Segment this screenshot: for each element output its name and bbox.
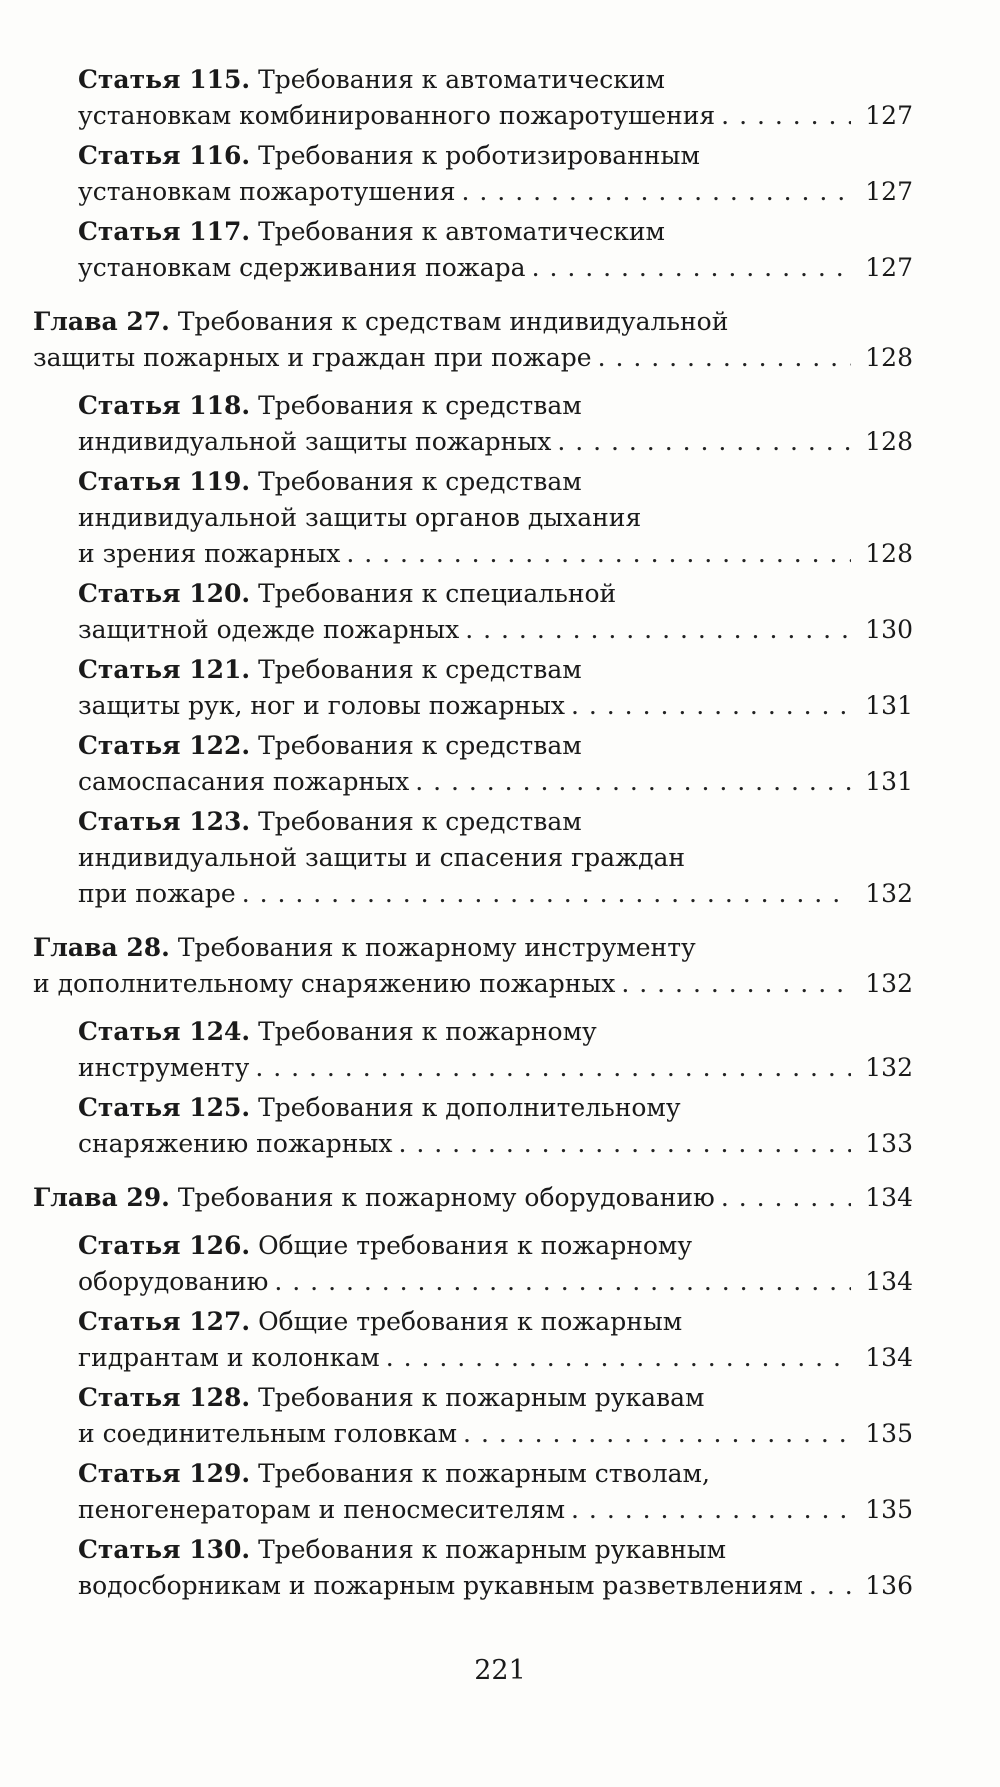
chapter-label: Глава 27. — [33, 307, 170, 336]
entry-page-number: 130 — [865, 615, 913, 644]
toc-article-entry — [78, 138, 913, 210]
toc-article-entry — [78, 388, 913, 460]
toc-article-entry — [78, 1456, 913, 1528]
toc-article-entry — [78, 214, 913, 286]
entry-page-number: 133 — [865, 1129, 913, 1158]
entry-title-text: и соединительным головкам — [78, 1419, 458, 1448]
toc-article-entry — [78, 1228, 913, 1300]
entry-page-number: 134 — [865, 1343, 913, 1372]
toc-entry-line — [78, 1532, 913, 1568]
toc-entry-line — [78, 1264, 913, 1300]
toc-entry-text — [78, 764, 409, 800]
chapter-label: Глава 29. — [33, 1183, 170, 1212]
toc-entry-text — [78, 65, 665, 94]
dot-leader — [462, 174, 851, 210]
toc-chapter-entry — [33, 930, 913, 1002]
entry-title-text: самоспасания пожарных — [78, 767, 410, 796]
toc-entry-text — [78, 250, 526, 286]
article-label: Статья 121. — [78, 655, 251, 684]
entry-page-number: 134 — [865, 1267, 913, 1296]
toc-entry-text — [78, 1050, 249, 1086]
entry-title-text: инструменту — [78, 1053, 250, 1082]
toc-article-entry — [78, 728, 913, 800]
toc-entry-text — [78, 1492, 565, 1528]
toc-entry-line — [78, 728, 913, 764]
toc-entry-line — [78, 1228, 913, 1264]
toc-entry-text — [78, 1568, 803, 1604]
entry-title-text: Требования к средствам — [258, 467, 582, 496]
toc-entry-line — [33, 1180, 913, 1216]
toc-entry-text — [33, 1180, 715, 1216]
toc-article-entry — [78, 62, 913, 134]
toc-entry-line — [78, 576, 913, 612]
toc-entry-line — [78, 1304, 913, 1340]
toc-entry-line — [78, 652, 913, 688]
toc-article-entry — [78, 804, 913, 912]
entry-title-text: Требования к средствам — [258, 731, 582, 760]
article-label: Статья 124. — [78, 1017, 251, 1046]
entry-title-text: водосборникам и пожарным рукавным разветвлениям — [78, 1571, 803, 1600]
article-label: Статья 115. — [78, 65, 251, 94]
toc-entry-text — [33, 933, 696, 962]
entry-title-text: Общие требования к пожарным — [258, 1307, 683, 1336]
entry-page-number: 128 — [865, 343, 913, 372]
entry-title-text: Требования к средствам — [258, 807, 582, 836]
toc-entry-text — [78, 579, 616, 608]
dot-leader — [463, 1416, 851, 1452]
dot-leader — [557, 424, 851, 460]
entry-page-number: 135 — [865, 1419, 913, 1448]
toc-entry-text — [78, 1535, 726, 1564]
dot-leader — [398, 1126, 851, 1162]
dot-leader — [386, 1340, 851, 1376]
entry-page-number: 128 — [865, 539, 913, 568]
entry-page-number: 127 — [865, 253, 913, 282]
toc-entry-line — [78, 804, 913, 840]
entry-page-number: 132 — [865, 1053, 913, 1082]
toc-entry-line — [78, 1380, 913, 1416]
entry-title-text: Требования к пожарным рукавным — [258, 1535, 727, 1564]
chapter-label: Глава 28. — [33, 933, 170, 962]
toc-entry-text — [78, 1340, 380, 1376]
toc-entry-line — [33, 930, 913, 966]
dot-leader — [274, 1264, 851, 1300]
dot-leader — [346, 536, 851, 572]
entry-title-text: Общие требования к пожарному — [258, 1231, 693, 1260]
toc-entry-text — [78, 1017, 597, 1046]
entry-title-text: установкам комбинированного пожаротушения — [78, 101, 716, 130]
dot-leader — [598, 340, 851, 376]
toc-entry-text — [78, 391, 582, 420]
article-label: Статья 126. — [78, 1231, 251, 1260]
toc-entry-line — [78, 464, 913, 500]
toc-entry-text — [78, 876, 236, 912]
entry-title-text: Требования к роботизированным — [258, 141, 700, 170]
toc-entry-text — [33, 966, 615, 1002]
toc-entry-line — [78, 1014, 913, 1050]
page-number: 221 — [474, 1655, 526, 1686]
toc-article-entry — [78, 1090, 913, 1162]
article-label: Статья 118. — [78, 391, 251, 420]
toc-entry-text — [78, 1126, 392, 1162]
toc-article-entry — [78, 1014, 913, 1086]
toc-entry-line — [78, 174, 913, 210]
toc-entry-text — [78, 655, 582, 684]
entry-page-number: 135 — [865, 1495, 913, 1524]
entry-page-number: 134 — [865, 1183, 913, 1212]
entry-title-text: Требования к специальной — [258, 579, 617, 608]
entry-title-text: Требования к средствам — [258, 391, 582, 420]
entry-page-number: 132 — [865, 879, 913, 908]
toc-entry-line — [33, 966, 913, 1002]
entry-title-text: оборудованию — [78, 1267, 269, 1296]
entry-title-text: индивидуальной защиты органов дыхания — [78, 503, 642, 532]
toc-entry-line — [78, 1126, 913, 1162]
toc-entry-line — [78, 1090, 913, 1126]
article-label: Статья 123. — [78, 807, 251, 836]
toc-entry-text — [78, 843, 685, 872]
dot-leader — [721, 1180, 851, 1216]
toc-entry-line — [78, 876, 913, 912]
entry-page-number: 131 — [865, 691, 913, 720]
toc-entry-text — [78, 807, 582, 836]
toc-article-entry — [78, 1380, 913, 1452]
toc-entry-line — [78, 388, 913, 424]
article-label: Статья 127. — [78, 1307, 251, 1336]
dot-leader — [242, 876, 851, 912]
dot-leader — [621, 966, 851, 1002]
toc-entry-line — [78, 1050, 913, 1086]
toc-entry-line — [78, 1492, 913, 1528]
toc-entry-line — [78, 840, 913, 876]
toc-article-entry — [78, 1304, 913, 1376]
table-of-contents — [33, 62, 913, 1608]
toc-entry-line — [78, 214, 913, 250]
toc-entry-text — [78, 467, 582, 496]
entry-page-number: 127 — [865, 177, 913, 206]
entry-title-text: установкам пожаротушения — [78, 177, 456, 206]
entry-title-text: при пожаре — [78, 879, 236, 908]
toc-entry-text — [78, 1093, 681, 1122]
toc-entry-line — [78, 764, 913, 800]
dot-leader — [465, 612, 851, 648]
toc-entry-line — [78, 62, 913, 98]
entry-page-number: 127 — [865, 101, 913, 130]
entry-title-text: и дополнительному снаряжению пожарных — [33, 969, 616, 998]
entry-page-number: 132 — [865, 969, 913, 998]
entry-title-text: снаряжению пожарных — [78, 1129, 393, 1158]
toc-entry-line — [78, 1568, 913, 1604]
entry-title-text: Требования к автоматическим — [258, 217, 665, 246]
toc-entry-line — [78, 1456, 913, 1492]
toc-entry-text — [78, 536, 340, 572]
article-label: Статья 125. — [78, 1093, 251, 1122]
article-label: Статья 128. — [78, 1383, 251, 1412]
entry-title-text: Требования к автоматическим — [258, 65, 665, 94]
toc-entry-text — [78, 1416, 457, 1452]
toc-article-entry — [78, 464, 913, 572]
article-label: Статья 116. — [78, 141, 251, 170]
toc-entry-text — [78, 217, 665, 246]
toc-entry-text — [78, 1307, 682, 1336]
entry-page-number: 131 — [865, 767, 913, 796]
entry-title-text: установкам сдерживания пожара — [78, 253, 526, 282]
dot-leader — [571, 688, 851, 724]
toc-entry-text — [78, 688, 565, 724]
toc-entry-text — [78, 731, 582, 760]
dot-leader — [255, 1050, 851, 1086]
article-label: Статья 129. — [78, 1459, 251, 1488]
toc-chapter-entry — [33, 1180, 913, 1216]
entry-title-text: индивидуальной защиты и спасения граждан — [78, 843, 686, 872]
toc-entry-line — [33, 304, 913, 340]
dot-leader — [721, 98, 851, 134]
toc-entry-text — [78, 98, 715, 134]
dot-leader — [532, 250, 851, 286]
toc-entry-text — [33, 340, 592, 376]
entry-title-text: защиты пожарных и граждан при пожаре — [33, 343, 592, 372]
article-label: Статья 130. — [78, 1535, 251, 1564]
toc-entry-text — [78, 503, 641, 532]
entry-title-text: Требования к дополнительному — [258, 1093, 681, 1122]
toc-entry-line — [78, 688, 913, 724]
dot-leader — [571, 1492, 851, 1528]
toc-entry-line — [78, 424, 913, 460]
toc-entry-text — [78, 1459, 710, 1488]
entry-title-text: пеногенераторам и пеносмесителям — [78, 1495, 566, 1524]
toc-entry-text — [78, 612, 459, 648]
toc-entry-line — [78, 138, 913, 174]
toc-entry-text — [33, 307, 728, 336]
dot-leader — [809, 1568, 851, 1604]
toc-entry-line — [78, 98, 913, 134]
entry-title-text: защиты рук, ног и головы пожарных — [78, 691, 565, 720]
toc-entry-line — [78, 536, 913, 572]
toc-entry-line — [78, 500, 913, 536]
toc-entry-text — [78, 141, 700, 170]
article-label: Статья 119. — [78, 467, 251, 496]
entry-page-number: 128 — [865, 427, 913, 456]
toc-entry-text — [78, 1231, 692, 1260]
entry-title-text: защитной одежде пожарных — [78, 615, 460, 644]
entry-title-text: Требования к пожарному оборудованию — [177, 1183, 715, 1212]
entry-title-text: Требования к пожарным стволам, — [258, 1459, 710, 1488]
toc-entry-line — [78, 1340, 913, 1376]
entry-title-text: и зрения пожарных — [78, 539, 341, 568]
toc-entry-line — [78, 612, 913, 648]
entry-title-text: Требования к пожарному — [258, 1017, 597, 1046]
toc-entry-line — [78, 250, 913, 286]
toc-article-entry — [78, 652, 913, 724]
dot-leader — [415, 764, 851, 800]
entry-page-number: 136 — [865, 1571, 913, 1600]
toc-chapter-entry — [33, 304, 913, 376]
entry-title-text: индивидуальной защиты пожарных — [78, 427, 552, 456]
toc-article-entry — [78, 576, 913, 648]
entry-title-text: гидрантам и колонкам — [78, 1343, 380, 1372]
toc-entry-line — [33, 340, 913, 376]
toc-entry-line — [78, 1416, 913, 1452]
article-label: Статья 120. — [78, 579, 251, 608]
entry-title-text: Требования к пожарным рукавам — [258, 1383, 705, 1412]
toc-entry-text — [78, 424, 551, 460]
entry-title-text: Требования к средствам — [258, 655, 582, 684]
toc-entry-text — [78, 1383, 704, 1412]
toc-entry-text — [78, 1264, 268, 1300]
article-label: Статья 117. — [78, 217, 251, 246]
toc-entry-text — [78, 174, 456, 210]
article-label: Статья 122. — [78, 731, 251, 760]
toc-article-entry — [78, 1532, 913, 1604]
entry-title-text: Требования к средствам индивидуальной — [177, 307, 729, 336]
entry-title-text: Требования к пожарному инструменту — [177, 933, 696, 962]
